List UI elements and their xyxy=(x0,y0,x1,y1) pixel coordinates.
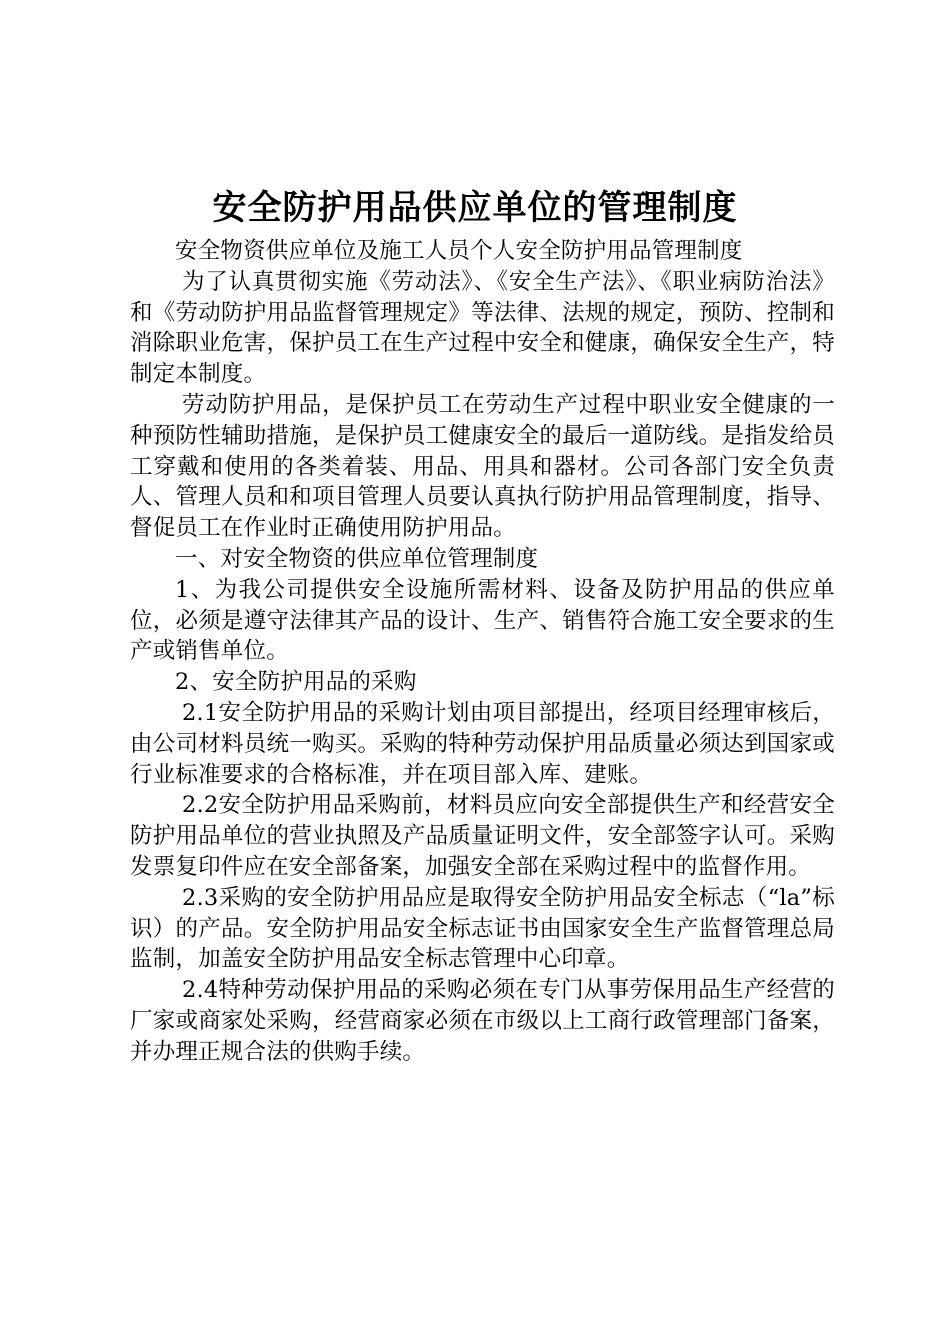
section-heading: 2、安全防护用品的采购 xyxy=(175,669,417,696)
paragraph: 2.3采购的安全防护用品应是取得安全防护用品安全标志（“la”标识）的产品。安全防护用品安全标志证书由国家安全生产监督管理总局监制，加盖安全防护用品安全标志管理中心印章。 xyxy=(130,884,835,973)
paragraph: 为了认真贯彻实施《劳动法》、《安全生产法》、《职业病防治法》和《劳动防护用品监督管理规定》等法律、法规的规定，预防、控制和消除职业危害，保护员工在生产过程中安全和健康，确保安全生产，特制定本制度。 xyxy=(130,268,835,388)
paragraph: 2.4特种劳动保护用品的采购必须在专门从事劳保用品生产经营的厂家或商家处采购，经营商家必须在市级以上工商行政管理部门备案，并办理正规合法的供购手续。 xyxy=(130,977,835,1065)
paragraph: 2.2安全防护用品采购前，材料员应向安全部提供生产和经营安全防护用品单位的营业执照及产品质量证明文件，安全部签字认可。采购发票复印件应在安全部备案，加强安全部在采购过程中的监督作用。 xyxy=(130,792,835,880)
paragraph: 2.1安全防护用品的采购计划由项目部提出，经项目经理审核后，由公司材料员统一购买。采购的特种劳动保护用品质量必须达到国家或行业标准要求的合格标准，并在项目部入库、建账。 xyxy=(130,699,835,788)
paragraph: 1、为我公司提供安全设施所需材料、设备及防护用品的供应单位，必须是遵守法律其产品的设计、生产、销售符合施工安全要求的生产或销售单位。 xyxy=(130,576,835,665)
section-heading: 一、对安全物资的供应单位管理制度 xyxy=(175,545,539,572)
document-title: 安全防护用品供应单位的管理制度 xyxy=(212,188,738,228)
subtitle-paragraph: 安全物资供应单位及施工人员个人安全防护用品管理制度 xyxy=(175,238,743,264)
document-body xyxy=(130,236,835,1068)
paragraph: 劳动防护用品，是保护员工在劳动生产过程中职业安全健康的一种预防性辅助措施，是保护员工健康安全的最后一道防线。是指发给员工穿戴和使用的各类着装、用品、用具和器材。公司各部门安全负责人、管理人员和和项目管理人员要认真执行防护用品管理制度，指导、督促员工在作业时正确使用防护用品。 xyxy=(130,391,835,542)
